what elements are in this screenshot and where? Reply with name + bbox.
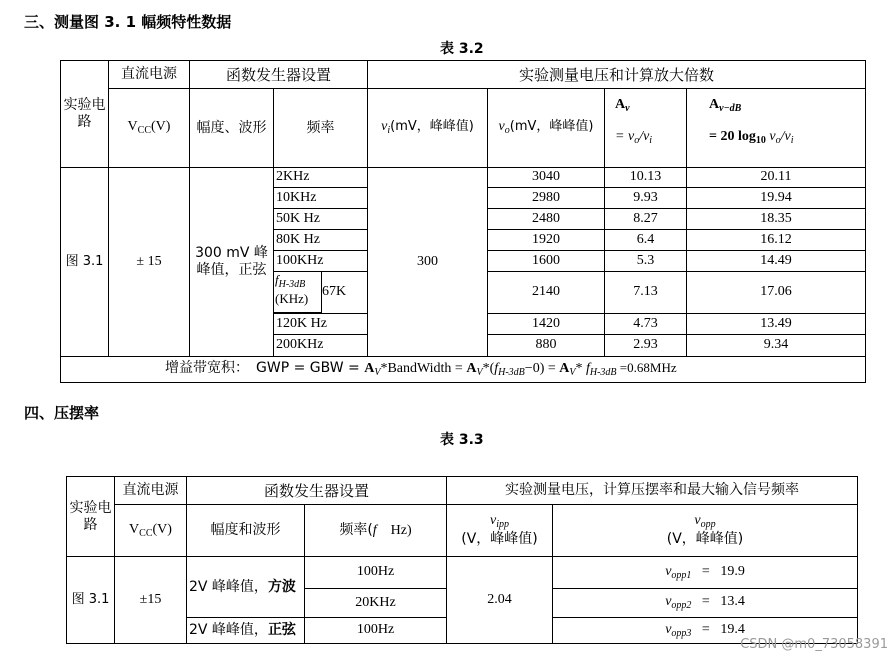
avdb-cell: 17.06: [687, 272, 866, 314]
header-frequency: 频率(f Hz): [305, 505, 447, 557]
av-cell: 2.93: [605, 335, 687, 357]
vipp-cell: 2.04: [447, 557, 553, 644]
header-amp-wave: 幅度和波形: [187, 505, 305, 557]
freq-cell: 50K Hz: [274, 209, 368, 230]
avdb-cell: 13.49: [687, 314, 866, 335]
section4-title: 四、压摆率: [24, 404, 100, 422]
section3-title: 三、测量图 3. 1 幅频特性数据: [24, 13, 232, 31]
table-3-2: [60, 60, 866, 383]
freq-cell: 100KHz: [274, 251, 368, 272]
avdb-cell: 18.35: [687, 209, 866, 230]
freq-cell: 80K Hz: [274, 230, 368, 251]
freq-cell: 100Hz: [305, 618, 447, 644]
vo-cell: 2980: [488, 188, 605, 209]
fh-value: 67K: [322, 284, 347, 299]
header-frequency: 频率: [274, 89, 368, 168]
vcc-cell: ± 15: [109, 168, 190, 357]
freq-cell: 200KHz: [274, 335, 368, 357]
header-vopp: $v_{opp}$ (V，峰峰值): [553, 505, 858, 557]
header-power: 直流电源: [109, 61, 190, 89]
table32-caption: 表 3.2: [440, 41, 484, 57]
table-row: [67, 557, 858, 589]
header-vcc: $V_{CC}(V)$: [115, 505, 187, 557]
header-vcc: $V_{CC}(V)$: [109, 89, 190, 168]
vo-cell: 2140: [488, 272, 605, 314]
header-vi: $v_i(mV$，峰峰值): [368, 89, 488, 168]
vi-cell: 300: [368, 168, 488, 357]
gbw-row: 增益带宽积： GWP = GBW = $A_V*BandWidth = A_V*(f_{H-3dB}-0) = A_V*$ $f_{H-3dB} =0.68MHz$: [61, 357, 866, 383]
avdb-cell: 20.11: [687, 168, 866, 188]
vopp-cell: $v_{opp1}$ = 19.9: [553, 557, 858, 589]
circuit-cell: 图 3.1: [67, 557, 115, 644]
header-av-db: $A_{v-dB}$ = 20 $\log_{10} v_o/v_i$: [687, 89, 866, 168]
vcc-cell: ±15: [115, 557, 187, 644]
freq-cell: 100Hz: [305, 557, 447, 589]
av-cell: 10.13: [605, 168, 687, 188]
header-vipp: $v_{ipp}$ (V，峰峰值): [447, 505, 553, 557]
av-cell: 8.27: [605, 209, 687, 230]
av-cell: 6.4: [605, 230, 687, 251]
fh-label: $f_{H-3dB}$ (KHz): [274, 272, 322, 313]
vo-cell: 1420: [488, 314, 605, 335]
av-cell: 4.73: [605, 314, 687, 335]
header-generator: 函数发生器设置: [190, 61, 368, 89]
table33-caption: 表 3.3: [440, 432, 484, 448]
header-generator: 函数发生器设置: [187, 477, 447, 505]
header-vo: $v_o(mV$，峰峰值): [488, 89, 605, 168]
avdb-cell: 14.49: [687, 251, 866, 272]
av-cell: 5.3: [605, 251, 687, 272]
table-row: [61, 168, 866, 188]
header-measure: 实验测量电压和计算放大倍数: [368, 61, 866, 89]
header-measure: 实验测量电压，计算压摆率和最大输入信号频率: [447, 477, 858, 505]
av-cell: 9.93: [605, 188, 687, 209]
watermark: CSDN @m0_73058391: [740, 637, 888, 652]
freq-cell: 120K Hz: [274, 314, 368, 335]
freq-cell: 2KHz: [274, 168, 368, 188]
header-amp-wave: 幅度、波形: [190, 89, 274, 168]
amp-wave-cell: 300 mV 峰峰值，正弦: [190, 168, 274, 357]
header-av: $A_v$ = $v_o/v_i$: [605, 89, 687, 168]
vo-cell: 3040: [488, 168, 605, 188]
square-wave-cell: 2V 峰峰值，方波: [187, 557, 305, 618]
sine-wave-cell: 2V 峰峰值，正弦: [187, 618, 305, 644]
avdb-cell: 9.34: [687, 335, 866, 357]
avdb-cell: 19.94: [687, 188, 866, 209]
vopp-cell: $v_{opp2}$ = 13.4: [553, 589, 858, 618]
avdb-cell: 16.12: [687, 230, 866, 251]
freq-cell: 10KHz: [274, 188, 368, 209]
header-circuit: 实验电路: [67, 477, 115, 557]
vo-cell: 1600: [488, 251, 605, 272]
freq-cell: 20KHz: [305, 589, 447, 618]
av-cell: 7.13: [605, 272, 687, 314]
table-3-3: [66, 476, 858, 644]
freq-cell-fh: [274, 272, 368, 314]
vo-cell: 1920: [488, 230, 605, 251]
header-power: 直流电源: [115, 477, 187, 505]
vo-cell: 880: [488, 335, 605, 357]
circuit-cell: 图 3.1: [61, 168, 109, 357]
vopp-cell: $v_{opp3}$ = 19.4: [553, 618, 858, 644]
header-circuit: 实验电路: [61, 61, 109, 168]
vo-cell: 2480: [488, 209, 605, 230]
